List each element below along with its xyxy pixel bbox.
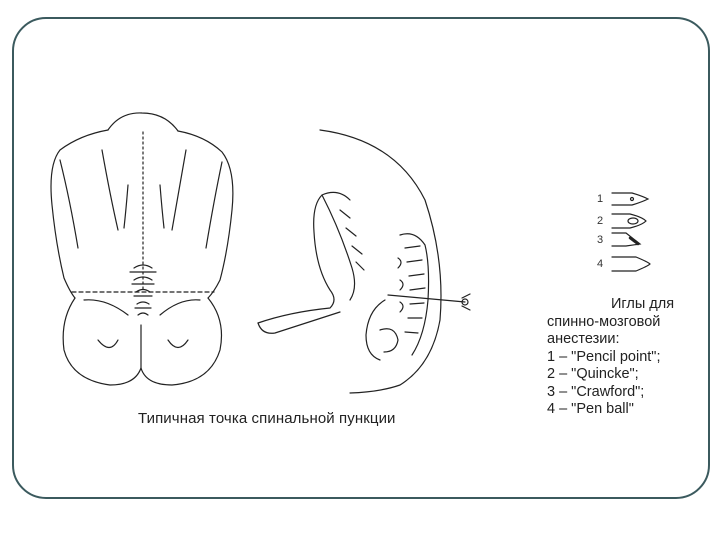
legend-item-2: 2 – "Quincke"; (547, 366, 639, 382)
legend-item-4: 4 – "Pen ball" (547, 401, 634, 417)
side-figure (258, 130, 470, 393)
needle-number-1: 1 (597, 193, 604, 205)
back-figure (51, 113, 233, 385)
legend-title-line3: анестезии: (547, 331, 620, 347)
legend-title-line1: Иглы для (611, 296, 675, 312)
legend-title-line2: спинно-мозговой (547, 313, 661, 330)
legend-item-3: 3 – "Crawford"; (547, 383, 645, 400)
needle-number-2: 2 (597, 215, 604, 227)
needle-legend (547, 296, 697, 419)
needle-number-4: 4 (597, 258, 604, 270)
needle-number-3: 3 (597, 234, 604, 246)
legend-item-1: 1 – "Pencil point"; (547, 348, 661, 365)
figure-caption: Типичная точка спинальной пункции (138, 410, 396, 427)
needle-tips (612, 193, 650, 271)
